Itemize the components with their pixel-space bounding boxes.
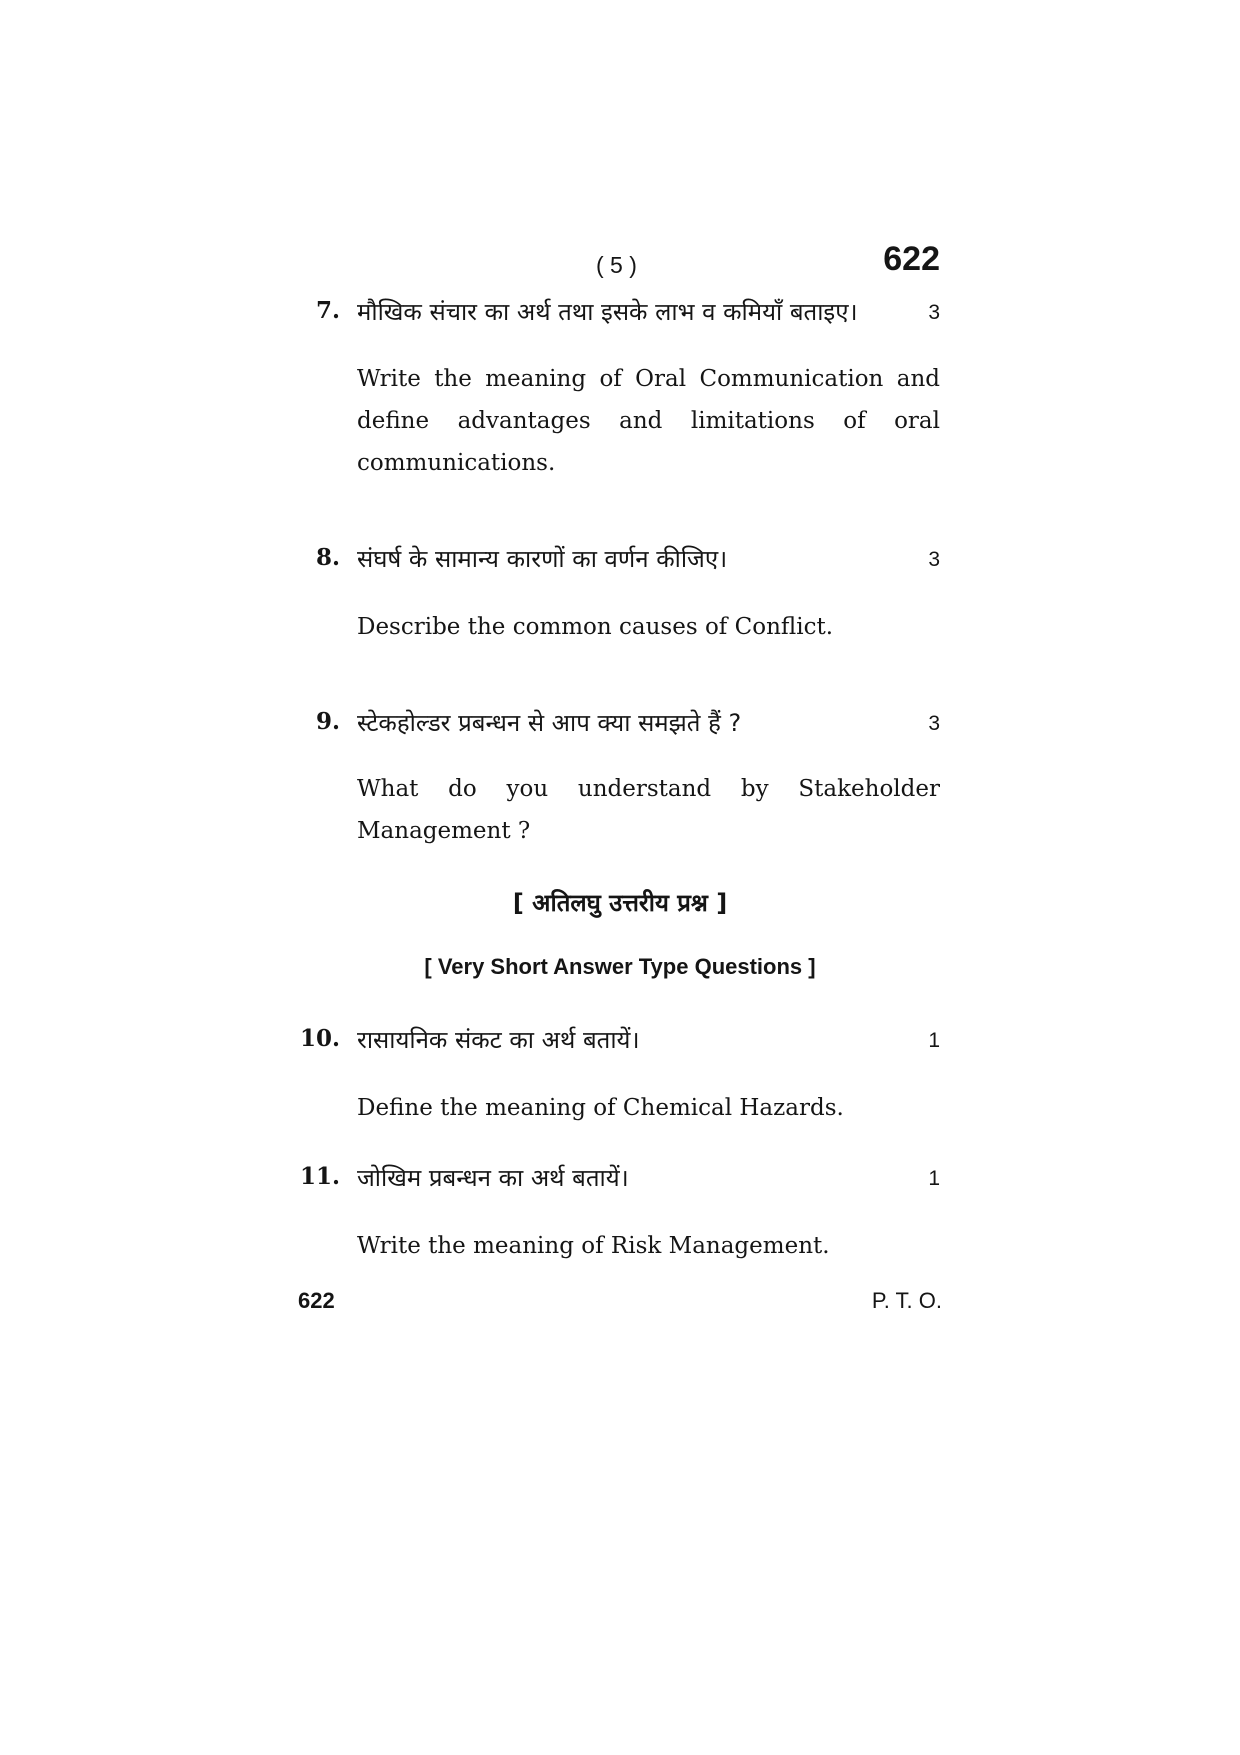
question-english: What do you understand by Stakeholder Management ? <box>357 776 940 844</box>
section-heading-english: [ Very Short Answer Type Questions ] <box>424 954 816 979</box>
question-hindi: स्टेकहोल्डर प्रबन्धन से आप क्या समझते हैं ? <box>357 709 742 737</box>
question-hindi: रासायनिक संकट का अर्थ बतायें। <box>357 1026 640 1054</box>
question-marks: 1 <box>928 1029 940 1052</box>
question-hindi: मौखिक संचार का अर्थ तथा इसके लाभ व कमियाँ बताइए। <box>357 298 858 326</box>
question-number: 11. <box>299 1163 340 1190</box>
question-hindi: संघर्ष के सामान्य कारणों का वर्णन कीजिए। <box>357 545 728 573</box>
footer-pto: P. T. O. <box>871 1288 942 1313</box>
footer-paper-code: 622 <box>298 1288 335 1313</box>
question-english: Describe the common causes of Conflict. <box>357 614 834 640</box>
question-number: 8. <box>315 544 340 571</box>
question-marks: 3 <box>928 548 940 571</box>
question-english: Define the meaning of Chemical Hazards. <box>357 1095 844 1121</box>
paper-code-top: 622 <box>883 240 940 278</box>
question-number: 10. <box>299 1025 340 1052</box>
question-english: Write the meaning of Risk Management. <box>357 1233 830 1259</box>
question-marks: 1 <box>928 1167 940 1190</box>
question-number: 9. <box>315 708 340 735</box>
question-hindi: जोखिम प्रबन्धन का अर्थ बतायें। <box>357 1164 629 1192</box>
question-marks: 3 <box>928 301 940 324</box>
section-heading-hindi: [ अतिलघु उत्तरीय प्रश्न ] <box>512 889 728 917</box>
question-marks: 3 <box>928 712 940 735</box>
question-english: Write the meaning of Oral Communication and define advantages and limitations of oral communications. <box>357 366 940 476</box>
question-number: 7. <box>315 297 340 324</box>
page-number: ( 5 ) <box>596 252 637 278</box>
